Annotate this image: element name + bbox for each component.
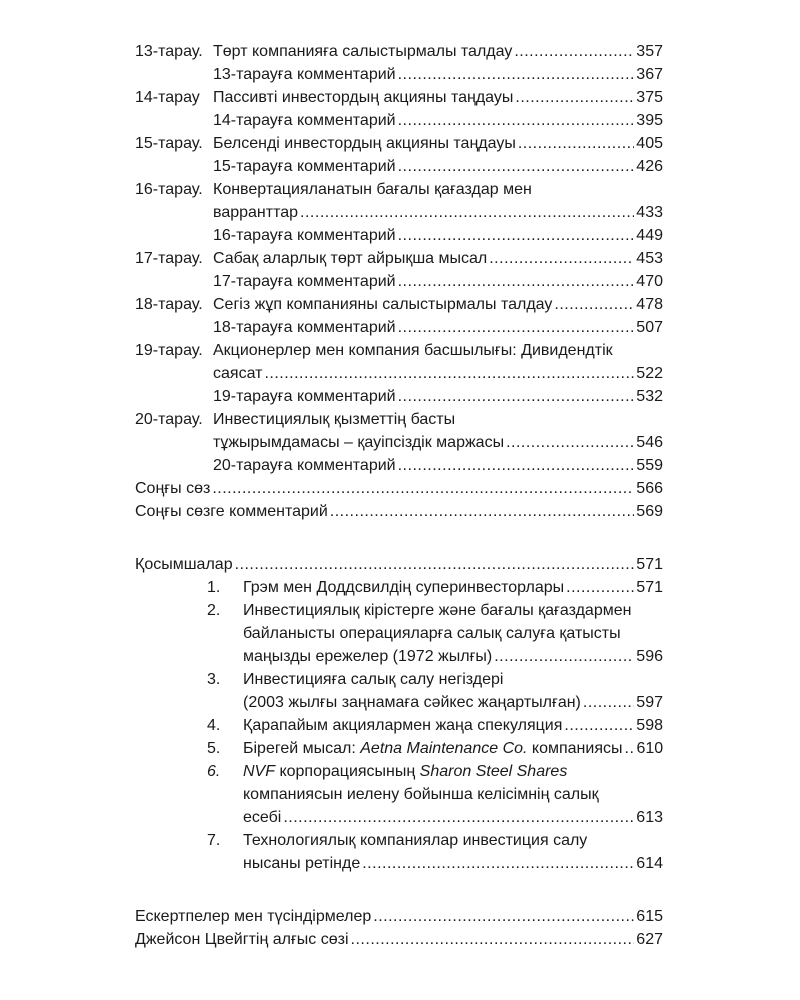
chapter-title: Төрт компанияға салыстырмалы талдау [213, 43, 513, 60]
page-number: 614 [636, 855, 663, 872]
toc-entry-appendix-5[interactable] [135, 737, 663, 760]
appendix-title: Қарапайым акциялармен жаңа спекуляция [243, 717, 563, 734]
appendix-title-nvf: NVF [243, 763, 275, 780]
dot-leader [564, 714, 634, 737]
page-number: 615 [636, 908, 663, 925]
page-number: 522 [636, 365, 663, 382]
appendix-title: Грэм мен Доддсвилдің суперинвесторлары [243, 579, 565, 596]
dot-leader [398, 63, 635, 86]
page-number: 453 [636, 250, 663, 267]
toc-entry-appendix-2-line2[interactable] [135, 622, 663, 645]
comment-title: 17-тарауға комментарий [213, 273, 396, 290]
toc-entry-chapter-17[interactable] [135, 247, 663, 270]
toc-entry-notes[interactable] [135, 905, 663, 928]
toc-entry-appendix-7[interactable] [135, 852, 663, 875]
toc-entry-chapter-20[interactable] [135, 431, 663, 454]
chapter-number: 19-тарау. [135, 342, 203, 359]
toc-entry-appendix-7-line1[interactable] [135, 829, 663, 852]
toc-entry-appendix-6[interactable] [135, 806, 663, 829]
page-number: 478 [636, 296, 663, 313]
appendix-number: 3. [207, 671, 221, 688]
page-number: 610 [636, 740, 664, 757]
comment-title: 18-тарауға комментарий [213, 319, 396, 336]
toc-entry-appendix-2-line1[interactable] [135, 599, 663, 622]
toc-entry-chapter-15[interactable] [135, 132, 663, 155]
toc-entry-chapter-19-line1[interactable] [135, 339, 663, 362]
dot-leader [398, 155, 635, 178]
page-number: 375 [636, 89, 663, 106]
page-number: 470 [636, 273, 663, 290]
toc-entry-afterword[interactable] [135, 477, 663, 500]
appendix-title: (2003 жылғы заңнамаға сәйкес жаңартылған) [243, 694, 581, 711]
appendix-title: маңызды ережелер (1972 жылғы) [243, 648, 493, 665]
chapter-number: 13-тарау. [135, 43, 203, 60]
page-number: 507 [636, 319, 663, 336]
page-number: 559 [636, 457, 663, 474]
comment-title: 13-тарауға комментарий [213, 66, 396, 83]
toc-entry-chapter-16[interactable] [135, 201, 663, 224]
chapter-title: варранттар [213, 204, 299, 221]
toc-entry-appendix-6-line2[interactable] [135, 783, 663, 806]
chapter-title: Белсенді инвестордың акцияны таңдауы [213, 135, 516, 152]
comment-title: 16-тарауға комментарий [213, 227, 396, 244]
dot-leader [264, 362, 634, 385]
page-number: 426 [636, 158, 663, 175]
appendix-title-mid: корпорациясының [275, 763, 420, 780]
appendix-title: есебі [243, 809, 282, 826]
dot-leader [398, 316, 635, 339]
dot-leader [398, 270, 635, 293]
toc-entry-chapter-19[interactable] [135, 362, 663, 385]
page-number: 598 [636, 717, 663, 734]
page-number: 597 [636, 694, 663, 711]
dot-leader [514, 40, 634, 63]
appendix-title-prefix: Бірегей мысал: [243, 740, 361, 757]
chapter-title-line1: Акционерлер мен компания басшылығы: Дивидендтік [213, 342, 613, 359]
toc-entry-afterword-comment[interactable] [135, 500, 663, 523]
dot-leader [506, 431, 634, 454]
dot-leader [583, 691, 634, 714]
chapter-number: 15-тарау. [135, 135, 203, 152]
appendix-number: 1. [207, 579, 221, 596]
toc-entry-appendix-3-line1[interactable] [135, 668, 663, 691]
appendix-title-company: Aetna Maintenance Co. [360, 740, 528, 757]
dot-leader [625, 737, 635, 760]
toc-entry-appendix-6-line1[interactable] [135, 760, 663, 783]
appendix-number: 4. [207, 717, 221, 734]
appendix-title-line2: байланысты операцияларға салық салуға қатысты [243, 625, 621, 642]
appendix-number: 6. [207, 763, 221, 780]
toc-entry-appendix-2[interactable] [135, 645, 663, 668]
dot-leader [398, 224, 635, 247]
page-number: 571 [636, 579, 663, 596]
dot-leader [398, 385, 635, 408]
appendix-title-sharon: Sharon Steel Shares [419, 763, 568, 780]
dot-leader [398, 109, 635, 132]
toc-entry-comment-13[interactable] [135, 63, 663, 86]
appendix-title [243, 737, 623, 760]
appendices-title: Қосымшалар [135, 556, 233, 573]
toc-entry-chapter-13[interactable] [135, 40, 663, 63]
page-number: 613 [636, 809, 663, 826]
chapter-title-line1: Конвертацияланатын бағалы қағаздар мен [213, 181, 532, 198]
dot-leader [351, 928, 635, 951]
page-number: 571 [636, 556, 663, 573]
dot-leader [489, 247, 634, 270]
dot-leader [373, 905, 634, 928]
appendix-title-line1: Инвестициялық кірістерге және бағалы қағаздармен [243, 602, 632, 619]
dot-leader [330, 500, 635, 523]
page-number: 569 [636, 503, 663, 520]
section-spacer [135, 523, 663, 553]
dot-leader [494, 645, 634, 668]
page-number: 596 [636, 648, 663, 665]
toc-entry-comment-14[interactable] [135, 109, 663, 132]
page-number: 367 [636, 66, 663, 83]
dot-leader [554, 293, 634, 316]
chapter-title: саясат [213, 365, 263, 382]
page-number: 405 [636, 135, 663, 152]
page-number: 532 [636, 388, 663, 405]
page-number: 627 [636, 931, 663, 948]
dot-leader [566, 576, 634, 599]
dot-leader [235, 553, 635, 576]
chapter-title: Пассивті инвестордың акцияны таңдауы [213, 89, 514, 106]
chapter-title: Сабақ аларлық төрт айрықша мысал [213, 250, 488, 267]
appendix-title-line1: Инвестицияға салық салу негіздері [243, 671, 504, 688]
toc-entry-comment-15[interactable] [135, 155, 663, 178]
chapter-title: Сегіз жұп компанияны салыстырмалы талдау [213, 296, 553, 313]
comment-title: 20-тарауға комментарий [213, 457, 396, 474]
comment-title: 15-тарауға комментарий [213, 158, 396, 175]
toc-entry-comment-20[interactable] [135, 454, 663, 477]
dot-leader [398, 454, 635, 477]
toc-entry-comment-17[interactable] [135, 270, 663, 293]
chapter-number: 18-тарау. [135, 296, 203, 313]
toc-entry-chapter-18[interactable] [135, 293, 663, 316]
dot-leader [518, 132, 634, 155]
comment-title: 19-тарауға комментарий [213, 388, 396, 405]
toc-entry-zweig[interactable] [135, 928, 663, 951]
appendix-number: 7. [207, 832, 221, 849]
afterword-comment-title: Соңғы сөзге комментарий [135, 503, 328, 520]
appendix-title-line1 [243, 760, 567, 783]
appendix-title-suffix: компаниясы [527, 740, 623, 757]
page-number: 395 [636, 112, 663, 129]
toc-entry-appendix-3[interactable] [135, 691, 663, 714]
chapter-number: 17-тарау. [135, 250, 203, 267]
page-number: 449 [636, 227, 663, 244]
toc-entry-chapter-20-line1[interactable] [135, 408, 663, 431]
chapter-title-line1: Инвестициялық қызметтің басты [213, 411, 456, 428]
afterword-title: Соңғы сөз [135, 480, 211, 497]
dot-leader [515, 86, 634, 109]
dot-leader [283, 806, 634, 829]
toc-entry-comment-19[interactable] [135, 385, 663, 408]
appendix-title: нысаны ретінде [243, 855, 361, 872]
toc-entry-chapter-16-line1[interactable] [135, 178, 663, 201]
chapter-number: 16-тарау. [135, 181, 203, 198]
toc-entry-appendices[interactable] [135, 553, 663, 576]
toc-entry-appendix-1[interactable] [135, 576, 663, 599]
table-of-contents [135, 40, 663, 951]
page-number: 546 [636, 434, 663, 451]
appendix-title-line1: Технологиялық компаниялар инвестиция салу [243, 832, 588, 849]
toc-entry-comment-18[interactable] [135, 316, 663, 339]
dot-leader [300, 201, 634, 224]
chapter-number: 14-тарау [135, 89, 200, 106]
zweig-title: Джейсон Цвейгтің алғыс сөзі [135, 931, 349, 948]
dot-leader [212, 477, 634, 500]
dot-leader [362, 852, 634, 875]
comment-title: 14-тарауға комментарий [213, 112, 396, 129]
page-number: 357 [636, 43, 663, 60]
appendix-title-line2: компаниясын иелену бойынша келісімнің салық [243, 786, 599, 803]
appendix-number: 5. [207, 740, 221, 757]
toc-entry-chapter-14[interactable] [135, 86, 663, 109]
toc-entry-comment-16[interactable] [135, 224, 663, 247]
appendix-number: 2. [207, 602, 221, 619]
notes-title: Ескертпелер мен түсіндірмелер [135, 908, 372, 925]
chapter-number: 20-тарау. [135, 411, 203, 428]
toc-entry-appendix-4[interactable] [135, 714, 663, 737]
page-number: 566 [636, 480, 663, 497]
page-number: 433 [636, 204, 663, 221]
chapter-title: тұжырымдамасы – қауіпсіздік маржасы [213, 434, 505, 451]
section-spacer [135, 875, 663, 905]
